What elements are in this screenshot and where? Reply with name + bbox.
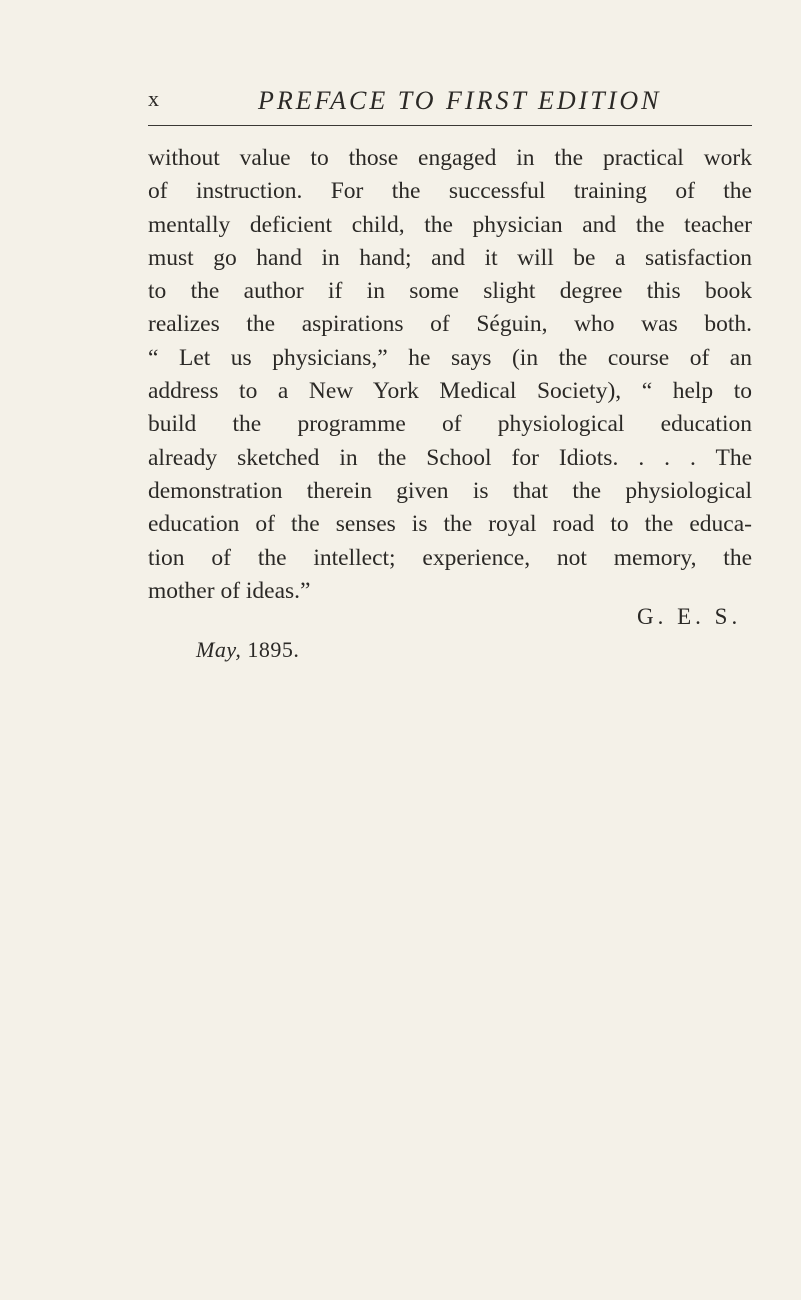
text-line: education of the senses is the royal road to the educa- [148, 511, 752, 538]
body-paragraph [148, 142, 752, 608]
author-initials: G. E. S. [637, 604, 742, 629]
running-head: PREFACE TO FIRST EDITION [258, 86, 662, 115]
text-line: tion of the intellect; experience, not memory, the [148, 544, 752, 571]
text-line: mentally deficient child, the physician and the teacher [148, 211, 752, 238]
text-line: “ Let us physicians,” he says (in the course of an [148, 344, 752, 371]
text-line: demonstration therein given is that the physiological [148, 477, 752, 504]
text-line: must go hand in hand; and it will be a satisfaction [148, 244, 752, 271]
text-line: mother of ideas.” [148, 577, 311, 604]
text-line: without value to those engaged in the practical work [148, 145, 752, 171]
date-year: 1895. [247, 637, 300, 662]
header-rule [148, 125, 752, 126]
text-line: build the programme of physiological education [148, 411, 752, 438]
page-header [148, 86, 752, 120]
page-number: x [148, 86, 160, 111]
text-line: to the author if in some slight degree this book [148, 278, 752, 305]
text-line: already sketched in the School for Idiots. . . . The [148, 444, 752, 471]
text-line: of instruction. For the successful training of the [148, 178, 752, 205]
text-line: address to a New York Medical Society), “ help to [148, 378, 752, 405]
date-month: May, [196, 637, 242, 662]
preface-date [196, 637, 299, 663]
text-line: realizes the aspirations of Séguin, who was both. [148, 311, 752, 338]
